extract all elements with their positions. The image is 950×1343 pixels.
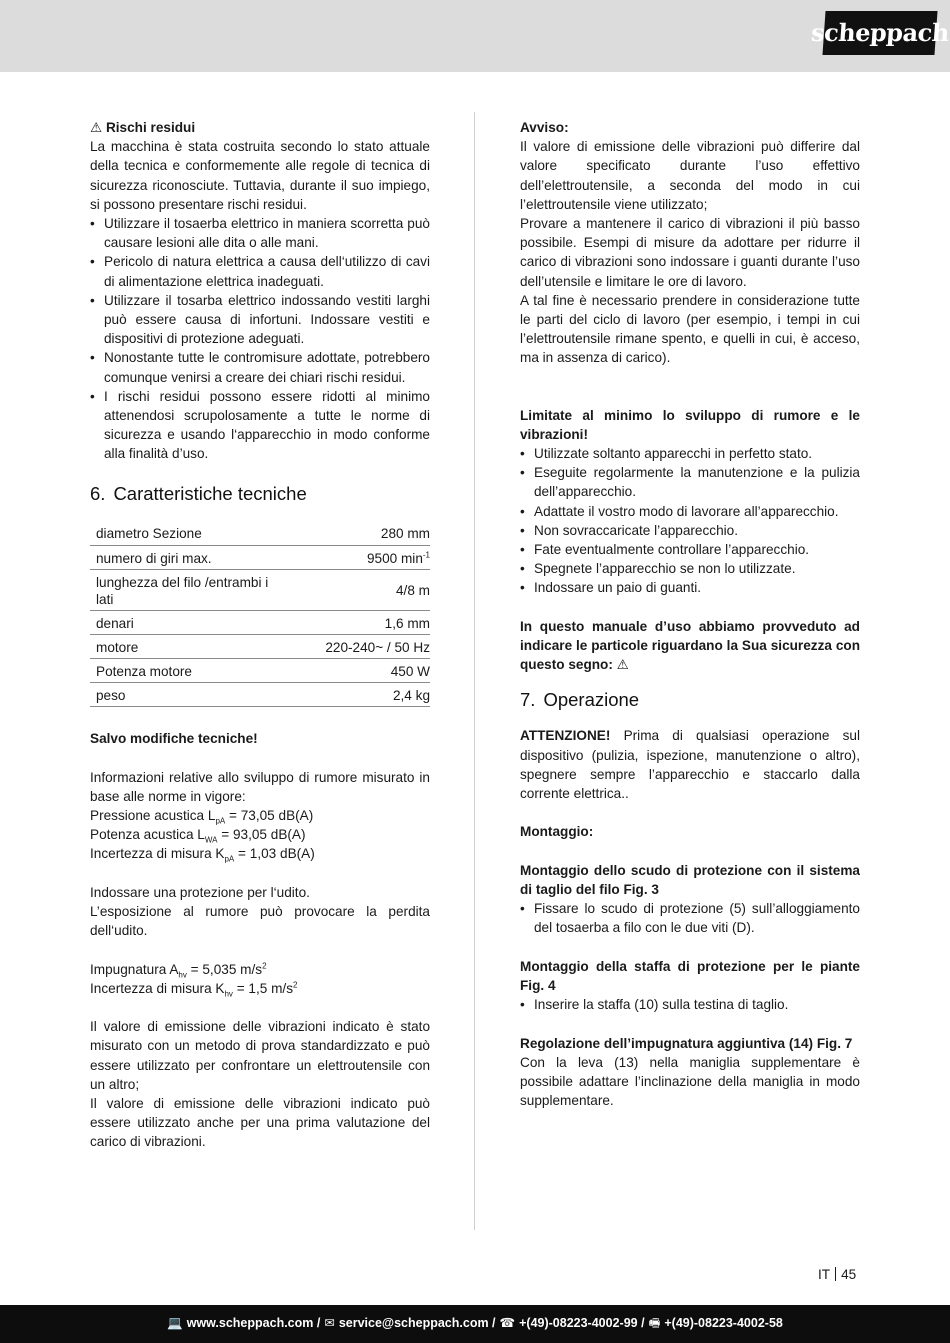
notice-paragraph-1: Il valore di emissione delle vibrazioni può differire dal valore specificato durante l’uso effettivo dell’elettroutensile, a seconda del modo in cui l’elettroutensile viene utilizzato;	[520, 139, 860, 212]
list-item: • Pericolo di natura elettrica a causa dell‘utilizzo di cavi di alimentazione elettrica inadeguati.	[90, 252, 430, 290]
table-row	[90, 570, 430, 611]
list-item: • Adattate il vostro modo di lavorare all’apparecchio.	[520, 502, 860, 521]
plant-guard-title: Montaggio della staffa di protezione per le piante Fig. 4	[520, 958, 860, 994]
section-title: Caratteristiche tecniche	[113, 482, 307, 504]
spec-label: peso	[90, 683, 290, 707]
scheppach-logo: scheppach	[822, 11, 937, 55]
spec-label: denari	[90, 611, 290, 635]
list-item: • Eseguite regolarmente la manutenzione e la pulizia dell’apparecchio.	[520, 463, 860, 501]
assembly-title: Montaggio:	[520, 824, 594, 840]
vibration-paragraph-1: Il valore di emissione delle vibrazioni indicato è stato misurato con un metodo di prova standardizzato e può essere utilizzato per confrontare un elettroutensile con un altro;	[90, 1019, 430, 1092]
list-item: • Nonostante tutte le contromisure adottate, potrebbero comunque venirsi a creare dei chiari rischi residui.	[90, 348, 430, 386]
noise-pressure: Pressione acustica $L_{pA} = 73,05$ dB(A)	[90, 807, 314, 826]
footer-phone: +(49)-08223-4002-99 /	[519, 1316, 645, 1331]
fax-icon: 🖷	[648, 1316, 661, 1331]
list-item: • Spegnete l’apparecchio se non lo utilizzate.	[520, 559, 860, 578]
list-item: • Inserire la staffa (10) sulla testina di taglio.	[520, 995, 860, 1014]
guard-assembly-list	[520, 899, 860, 937]
notice-paragraph-3: A tal fine è necessario prendere in considerazione tutte le parti del ciclo di lavoro (per esempio, i tempi in cui l’elettroutensile rimane spento, e quelli in cui, è acceso, ma in assenza di carico).	[520, 292, 860, 366]
attention-paragraph: ATTENZIONE! Prima di qualsiasi operazione sul dispositivo (pulizia, ispezione, manutenzione o altro), spegnere sempre l’apparecchio e staccarlo dalla corrente elettrica..	[520, 728, 860, 802]
attention-label: ATTENZIONE!	[520, 728, 611, 744]
hearing-protection: Indossare una protezione per l‘udito.	[90, 884, 310, 900]
hearing-warning: L’esposizione al rumore può provocare la perdita dell‘udito.	[90, 903, 430, 939]
table-row	[90, 683, 430, 707]
handle-adjust-text: Con la leva (13) nella maniglia supplementare è possibile adattare l’inclinazione della maniglia in modo supplementare.	[520, 1054, 860, 1109]
language-code: IT	[818, 1267, 831, 1282]
table-row	[90, 546, 430, 570]
spec-value: 4/8 m	[290, 570, 430, 611]
noise-intro: Informazioni relative allo sviluppo di rumore misurato in base alle norme in vigore:	[90, 769, 430, 804]
header-band	[0, 0, 950, 72]
spec-value: 280 mm	[290, 522, 430, 546]
spec-value: 220-240~ / 50 Hz	[290, 635, 430, 659]
technical-changes-note: Salvo modifiche tecniche!	[90, 731, 258, 747]
spec-value: 2,4 kg	[290, 683, 430, 707]
table-row	[90, 659, 430, 683]
spec-label: motore	[90, 635, 290, 659]
vibration-handle: Impugnatura $A_{hv} = 5,035$ $m/s^2$	[90, 961, 267, 980]
footer-email[interactable]: service@scheppach.com /	[338, 1316, 496, 1331]
list-item: • Utilizzare il tosaerba elettrico in maniera scorretta può causare lesioni alle dita o alle mani.	[90, 214, 430, 252]
page-number	[818, 1265, 856, 1284]
limit-noise-list	[520, 444, 860, 598]
page-number-value: 45	[841, 1267, 857, 1282]
phone-icon: ☎	[499, 1316, 516, 1331]
computer-icon: 💻	[167, 1316, 183, 1331]
plant-guard-list	[520, 995, 860, 1014]
safety-symbol-note: In questo manuale d’uso abbiamo provveduto ad indicare le particole riguardano la Sua sicurezza con questo segno: ⚠	[520, 618, 860, 673]
vibration-uncertainty: Incertezza di misura $K_{hv} = 1,5$ $m/s^2$	[90, 980, 298, 999]
notice-title: Avviso:	[520, 120, 569, 135]
list-item: • Fissare lo scudo di protezione (5) sull’alloggiamento del tosaerba a filo con le due viti (D).	[520, 899, 860, 937]
left-column	[90, 118, 430, 1152]
section-6-heading	[90, 482, 430, 506]
column-divider	[474, 112, 475, 1230]
guard-assembly-title: Montaggio dello scudo di protezione con il sistema di taglio del filo Fig. 3	[520, 862, 860, 898]
section-7-heading	[520, 688, 860, 712]
list-item: • Fate eventualmente controllare l’apparecchio.	[520, 540, 860, 559]
footer-contact-bar	[0, 1305, 950, 1343]
footer-website[interactable]: www.scheppach.com /	[186, 1316, 321, 1331]
noise-uncertainty: Incertezza di misura $K_{pA} = 1,03$ dB(A)	[90, 846, 315, 865]
table-row	[90, 611, 430, 635]
spec-table	[90, 522, 430, 708]
vibration-paragraph-2: Il valore di emissione delle vibrazioni indicato può essere utilizzato anche per una prima valutazione del carico di vibrazioni.	[90, 1095, 430, 1150]
right-column	[520, 118, 860, 1110]
spec-label: diametro Sezione	[90, 522, 290, 546]
spec-value: 9500 $\min^{-1}$	[290, 546, 430, 570]
spec-label: Potenza motore	[90, 659, 290, 683]
residual-risks-list	[90, 214, 430, 464]
spec-label: numero di giri max.	[90, 546, 290, 570]
list-item: • Non sovraccaricate l’apparecchio.	[520, 521, 860, 540]
footer-fax: +(49)-08223-4002-58	[664, 1316, 783, 1331]
list-item: • Utilizzare il tosarba elettrico indossando vestiti larghi può essere causa di infortuni. Indossare vestiti e dispositivi di protezione adeguati.	[90, 291, 430, 349]
section-number: 6.	[90, 482, 106, 504]
mail-icon: ✉	[324, 1316, 335, 1331]
noise-power: Potenza acustica $L_{WA} = 93,05$ dB(A)	[90, 827, 306, 845]
limit-noise-title: Limitate al minimo lo sviluppo di rumore e le vibrazioni!	[520, 407, 860, 442]
list-item: • Indossare un paio di guanti.	[520, 578, 860, 597]
section-title: Operazione	[543, 689, 640, 711]
list-item: • I rischi residui possono essere ridotti al minimo attenendosi scrupolosamente a tutte le norme di sicurezza e usando l‘apparecchio in modo conforme alla finalità d’uso.	[90, 387, 430, 464]
table-row	[90, 522, 430, 546]
handle-adjust-title: Regolazione dell’impugnatura aggiuntiva (14) Fig. 7	[520, 1035, 853, 1051]
notice-paragraph-2: Provare a mantenere il carico di vibrazioni il più basso possibile. Esempi di misure da adottare per ridurre il carico di vibrazioni sono indossare i guanti durante l’uso dell’utensile e limitare le ore di lavoro.	[520, 216, 860, 289]
spec-value: 450 W	[290, 659, 430, 683]
residual-risks-intro: La macchina è stata costruita secondo lo stato attuale della tecnica e conformemente alle regole di tecnica di sicurezza riconosciute. Tuttavia, durante il suo impiego, si possono presentare rischi residui.	[90, 139, 430, 212]
table-row	[90, 635, 430, 659]
spec-label: lunghezza del filo /entrambi i lati	[90, 570, 290, 611]
section-number: 7.	[520, 689, 536, 711]
list-item: • Utilizzate soltanto apparecchi in perfetto stato.	[520, 444, 860, 463]
spec-value: 1,6 mm	[290, 611, 430, 635]
residual-risks-title: ⚠ Rischi residui	[90, 120, 196, 135]
